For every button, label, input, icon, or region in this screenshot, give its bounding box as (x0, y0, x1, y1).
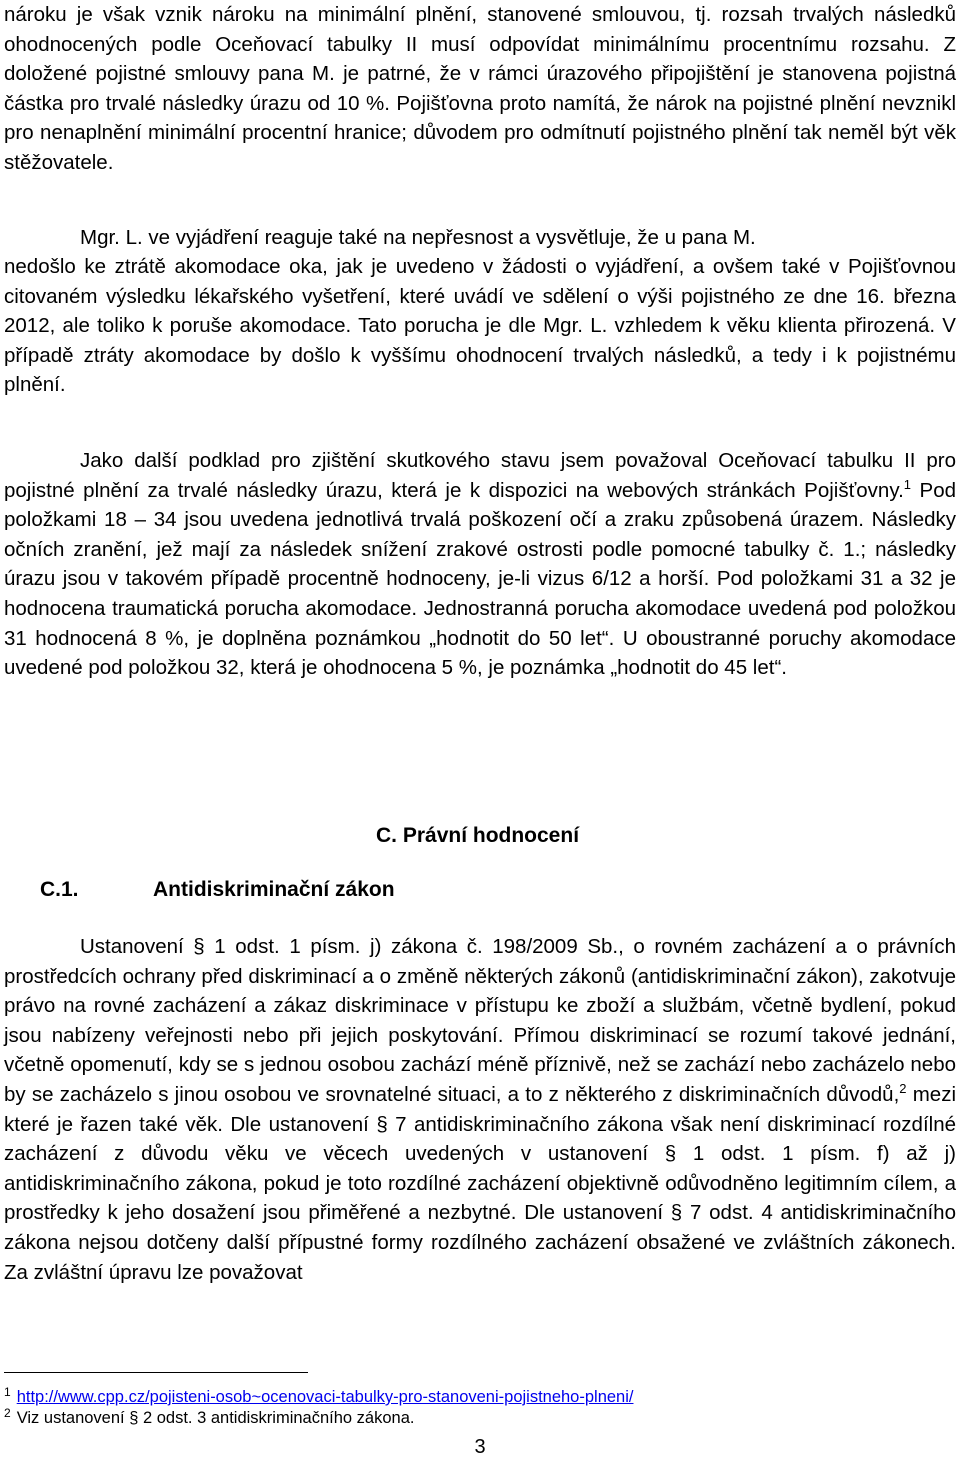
paragraph-antidiscrimination-act (4, 932, 956, 1287)
footnote-reference-1[interactable]: 1 (903, 476, 911, 492)
footnote-reference-2[interactable]: 2 (899, 1080, 907, 1096)
paragraph-valuation-table-text-continued: Pod položkami 18 – 34 jsou uvedena jednotlivá trvalá poškození očí a zraku způsobená úrazem. Následky očních zranění, jež mají za následek snížení zrakové ostrosti podle pomocné tabulky č. 1.; následky úrazu jsou v takovém případě procentně hodnoceny, je-li vizus 6/12 a horší. Pod položkami 31 a 32 je hodnocena traumatická porucha akomodace. Jednostranná porucha akomodace uvedená pod položkou 31 hodnocená 8 %, je doplněna poznámkou „hodnotit do 50 let“. U oboustranné poruchy akomodace uvedené pod položkou 32, která je ohodnocena 5 %, je poznámka „hodnotit do 45 let“. (4, 478, 956, 680)
subsection-number: C.1. (40, 878, 79, 901)
paragraph-valuation-table (4, 446, 956, 683)
footnote-2-text: Viz ustanovení § 2 odst. 3 antidiskriminačního zákona. (16, 1409, 415, 1427)
paragraph-insurer-objection: nároku je však vznik nároku na minimální plnění, stanovené smlouvou, tj. rozsah trvalých následků ohodnocených podle Oceňovací tabulky II musí odpovídat minimálnímu procentnímu rozsahu. Z doložené pojistné smlouvy pana M. je patrné, že v rámci úrazového připojištění je stanovena pojistná částka pro trvalé následky úrazu od 10 %. Pojišťovna proto namítá, že nárok na pojistné plnění nevznikl pro nenaplnění minimální procentní hranice; důvodem pro odmítnutí pojistného plnění tak neměl být věk stěžovatele. (4, 3, 956, 174)
paragraph-doctor-response-first-line: Mgr. L. ve vyjádření reaguje také na nepřesnost a vysvětluje, že u pana M. (80, 226, 756, 249)
footnote-1-link[interactable]: http://www.cpp.cz/pojisteni-osob~ocenovaci-tabulky-pro-stanoveni-pojistneho-plneni/ (16, 1388, 634, 1406)
page-number: 3 (474, 1436, 486, 1458)
footnote-2-number: 2 (4, 1406, 11, 1420)
footnote-1-number: 1 (4, 1385, 11, 1399)
footnote-1 (4, 1385, 634, 1407)
section-heading-legal-assessment: C. Právní hodnocení (376, 824, 580, 847)
paragraph-antidiscrimination-text: Ustanovení § 1 odst. 1 písm. j) zákona č. 198/2009 Sb., o rovném zacházení a o právních prostředcích ochrany před diskriminací a o změně některých zákonů (antidiskriminační zákon), zakotvuje právo na rovné zacházení a zákaz diskriminace v přístupu ke zboží a službám, včetně bydlení, pokud jsou nabízeny veřejnosti nebo při jejich poskytování. Přímou diskriminací se rozumí takové jednání, včetně opomenutí, kdy se s jednou osobou zachází méně příznivě, než se zachází nebo zacházelo nebo by se zacházelo s jinou osobou ve srovnatelné situaci, a to z některého z diskriminačních důvodů, (4, 935, 956, 1106)
footnote-separator (4, 1372, 308, 1373)
paragraph-antidiscrimination-text-continued: mezi které je řazen také věk. Dle ustanovení § 7 antidiskriminačního zákona však není diskriminací rozdílné zacházení z důvodu věku ve věcech uvedených v ustanovení § 1 odst. 1 písm. f) až j) antidiskriminačního zákona, pokud je toto rozdílné zacházení objektivně odůvodněno legitimním cílem, a prostředky k jeho dosažení jsou přiměřené a nezbytné. Dle ustanovení § 7 odst. 4 antidiskriminačního zákona nejsou dotčeny další přípustné formy rozdílného zacházení obsažené ve zvláštních zákonech. Za zvláštní úpravu lze považovat (4, 1082, 956, 1284)
footnote-2 (4, 1406, 415, 1428)
paragraph-doctor-response: nedošlo ke ztrátě akomodace oka, jak je uvedeno v žádosti o vyjádření, a ovšem také v Pojišťovnou citovaném výsledku lékařského vyšetření, které uvádí ve sdělení o výši pojistného ze dne 16. března 2012, ale toliko k poruše akomodace. Tato porucha je dle Mgr. L. vzhledem k věku klienta přirozená. V případě ztráty akomodace by došlo k vyššímu ohodnocení trvalých následků, a tedy i k pojistnému plnění. (4, 255, 956, 397)
subsection-heading-antidiscrimination-act: Antidiskriminační zákon (153, 878, 395, 901)
paragraph-valuation-table-text: Jako další podklad pro zjištění skutkového stavu jsem považoval Oceňovací tabulku II pro pojistné plnění za trvalé následky úrazu, která je k dispozici na webových stránkách Pojišťovny. (4, 449, 956, 502)
